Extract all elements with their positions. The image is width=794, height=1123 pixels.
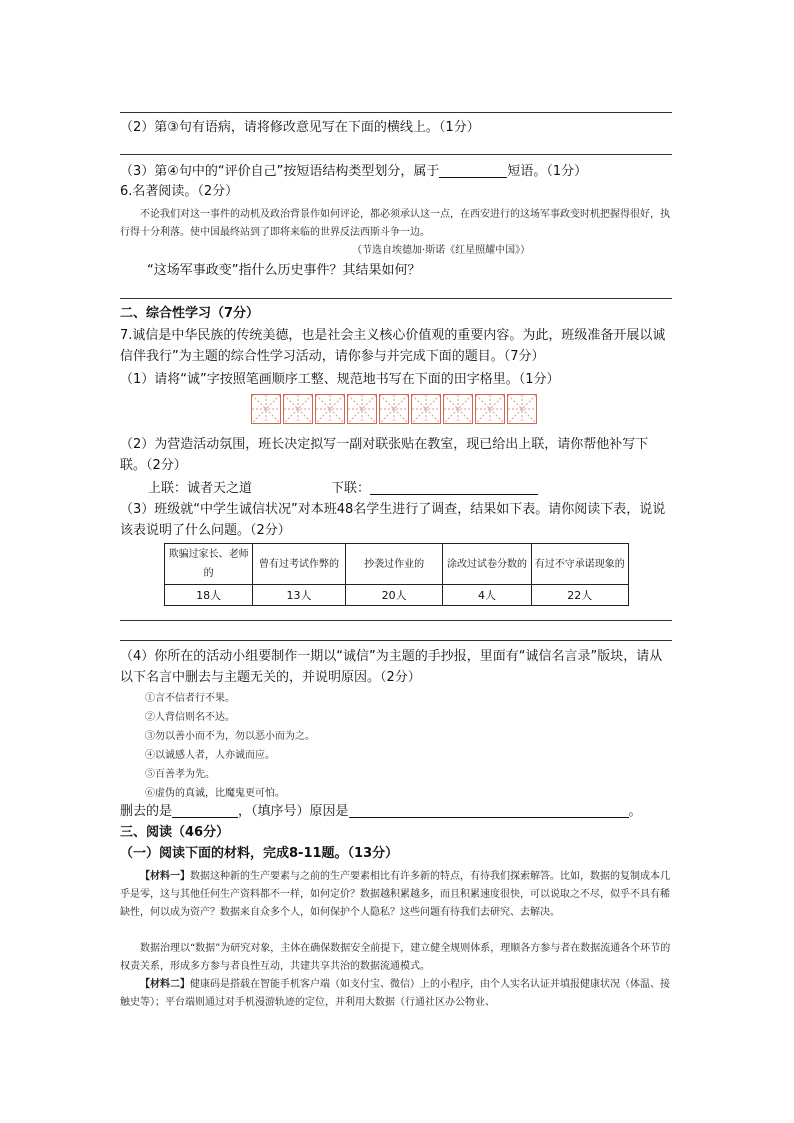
question-3-text-b: 短语。（1分） bbox=[507, 164, 588, 179]
table-row bbox=[165, 585, 629, 606]
material-1 bbox=[120, 868, 676, 922]
table-cell: 13人 bbox=[253, 585, 346, 606]
q7-2: （2）为营造活动氛围，班长决定拟写一副对联张贴在教室，现已给出上联，请你帮他补写下联。（2分） bbox=[120, 437, 649, 473]
q6-source: （节选自埃德加·斯诺《红星照耀中国》） bbox=[352, 245, 531, 256]
q7-4: （4）你所在的活动小组要制作一期以“诚信”为主题的手抄报，里面有“诚信名言录”版块，请从以下名言中删去与主题无关的，并说明原因。（2分） bbox=[120, 649, 663, 685]
answer-label-c: 。 bbox=[628, 804, 642, 819]
material-2 bbox=[120, 976, 676, 1012]
quote-item: ⑥虚伪的真诚，比魔鬼更可怕。 bbox=[145, 788, 285, 799]
table-cell: 4人 bbox=[443, 585, 531, 606]
tianzige-grid bbox=[251, 394, 539, 422]
material-1-text2: 数据治理以“数据”为研究对象，主体在确保数据安全前提下，建立健全规则体系，理顺各方参与者在数据流通各个环节的权责关系，形成多方参与者良性互动，共建共享共治的数据流通模式。 bbox=[120, 943, 671, 972]
table-header-row bbox=[165, 544, 629, 585]
answer-label-a: 删去的是 bbox=[120, 804, 173, 819]
table-cell: 22人 bbox=[531, 585, 628, 606]
answer-line bbox=[120, 154, 672, 155]
quote-item: ④以诚感人者，人亦诚而应。 bbox=[145, 750, 275, 761]
answer-line bbox=[120, 112, 672, 113]
couplet-lower-label: 下联： bbox=[331, 481, 371, 496]
q6-question: “这场军事政变”指什么历史事件？其结果如何？ bbox=[147, 263, 421, 278]
material-2-text: 健康码是搭载在智能手机客户端（如支付宝、微信）上的小程序，由个人实名认证并填报健康状况（体温、接触史等）；平台端则通过对手机漫游轨迹的定位，并利用大数据（行通社区办公物业、 bbox=[120, 979, 670, 1008]
quote-item: ①言不信者行不果。 bbox=[145, 693, 235, 704]
quote-item: ⑤百善孝为先。 bbox=[145, 769, 215, 780]
tianzige-cell[interactable] bbox=[379, 394, 409, 424]
answer-line bbox=[120, 640, 672, 641]
tianzige-cell[interactable] bbox=[347, 394, 377, 424]
table-header-cell: 抄袭过作业的 bbox=[345, 544, 442, 585]
answer-line bbox=[120, 298, 672, 299]
tianzige-cell[interactable] bbox=[315, 394, 345, 424]
question-6-title: 6.名著阅读。（2分） bbox=[120, 184, 239, 199]
material-1-label: 【材料一】 bbox=[140, 871, 190, 882]
table-header-cell: 有过不守承诺现象的 bbox=[531, 544, 628, 585]
question-2-text: （2）第③句有语病，请将修改意见写在下面的横线上。（1分） bbox=[120, 120, 480, 135]
table-header-cell: 曾有过考试作弊的 bbox=[253, 544, 346, 585]
material-1-text: 数据这种新的生产要素与之前的生产要素相比有许多新的特点，有待我们探索解答。比如，数据的复制成本几乎是零，这与其他任何生产资料都不一样，如何定价？数据越积累越多，而且积累速度很快，可以说取之不尽，似乎不具有稀缺性，何以成为资产？数据来自众多个人，如何保护个人隐私？这些问题有待我们去研究、去解决。 bbox=[120, 871, 670, 918]
deleted-number-blank[interactable] bbox=[172, 803, 238, 818]
table-cell: 18人 bbox=[165, 585, 253, 606]
question-3-text-a: （3）第④句中的“评价自己”按短语结构类型划分，属于 bbox=[120, 164, 440, 179]
q7-3: （3）班级就“中学生诚信状况”对本班48名学生进行了调查，结果如下表。请你阅读下表，说说该表说明了什么问题。（2分） bbox=[120, 502, 666, 538]
reason-blank[interactable] bbox=[349, 803, 629, 818]
couplet-upper: 上联：诚者天之道 bbox=[148, 481, 253, 496]
quote-item: ②人背信则名不达。 bbox=[145, 712, 235, 723]
table-header-cell: 涂改过试卷分数的 bbox=[443, 544, 531, 585]
q7-1: （1）请将“诚”字按照笔画顺序工整、规范地书写在下面的田字格里。（1分） bbox=[120, 372, 560, 387]
table-cell: 20人 bbox=[345, 585, 442, 606]
section-2-heading: 二、综合性学习（7分） bbox=[120, 306, 260, 321]
couplet-lower-row bbox=[331, 479, 538, 499]
tianzige-cell[interactable] bbox=[251, 394, 281, 424]
answer-row bbox=[120, 802, 642, 822]
tianzige-cell[interactable] bbox=[283, 394, 313, 424]
survey-table bbox=[164, 543, 629, 606]
couplet-lower-blank[interactable] bbox=[370, 480, 538, 495]
tianzige-cell[interactable] bbox=[443, 394, 473, 424]
tianzige-cell[interactable] bbox=[507, 394, 537, 424]
phrase-type-blank[interactable] bbox=[439, 163, 507, 178]
answer-line bbox=[120, 620, 672, 621]
tianzige-cell[interactable] bbox=[411, 394, 441, 424]
material-2-label: 【材料二】 bbox=[140, 979, 190, 990]
q7-intro: 7.诚信是中华民族的传统美德，也是社会主义核心价值观的重要内容。为此，班级准备开展以诚信伴我行”为主题的综合性学习活动，请你参与并完成下面的题目。（7分） bbox=[120, 328, 666, 364]
answer-label-b: ，（填序号）原因是 bbox=[238, 804, 349, 819]
table-header-cell: 欺骗过家长、老师的 bbox=[165, 544, 253, 585]
section-3-heading: 三、阅读（46分） bbox=[120, 825, 230, 840]
question-3-line bbox=[120, 162, 587, 182]
section-3-sub1: （一）阅读下面的材料，完成8-11题。（13分） bbox=[120, 846, 399, 861]
quote-item: ③勿以善小而不为，勿以恶小而为之。 bbox=[145, 731, 315, 742]
q6-excerpt: 不论我们对这一事件的动机及政治背景作如何评论，都必须承认这一点，在西安进行的这场军事政变时机把握得很好，执行得十分利落。使中国最终站到了即将来临的世界反法西斯斗争一边。 bbox=[120, 209, 670, 238]
tianzige-cell[interactable] bbox=[475, 394, 505, 424]
